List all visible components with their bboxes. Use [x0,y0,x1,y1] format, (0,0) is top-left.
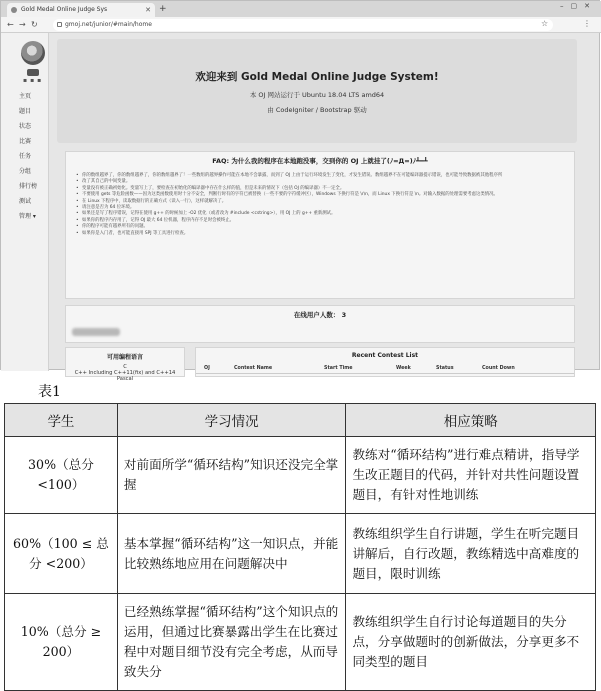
sidebar-item-status[interactable]: 状态 [19,123,32,130]
user-badge [27,69,39,76]
faq-item: • 改了其自己的中间变量。 [76,179,564,185]
sidebar [1,33,49,371]
language-item: C++ Including C++11(fix) and C++14 [74,370,176,376]
cell-situation: 基本掌握“循环结构”这一知识点，并能比较熟练地应用在问题解决中 [117,514,346,594]
sidebar-item-tasks[interactable]: 任务 [19,153,32,160]
contest-col-status: Status [436,366,454,371]
faq-item: • 如果你是入门者，也可能直接用 SPJ 等工具进行检查。 [76,231,564,237]
url-text: gmoj.net/junior/#main/home [65,21,152,28]
faq-item: • 变量没有被正确初始化。变量写上了，要检查在初始化的编译器中存在什么样的值，但是未来的情况下（包括 OJ 的编译器）不一定全。 [76,186,564,192]
sidebar-item-contests[interactable]: 比赛 [19,138,32,145]
welcome-jumbotron [57,39,577,143]
faq-title: FAQ: 为什么我的程序在本地跑没事，交到你的 OJ 上就挂了(ﾉ=Д=)ﾉ┻━┻ [212,157,428,165]
table-row [5,514,596,594]
faq-item: • 请注意是否为 64 位环境。 [76,205,564,211]
sidebar-mini-icons[interactable]: ▪▪▪ [23,77,45,84]
welcome-title: 欢迎来到 Gold Medal Online Judge System! [195,71,439,83]
header-situation: 学习情况 [117,404,346,437]
cell-student: 30%（总分<100） [5,437,118,514]
contest-col-countdown: Count Down [482,366,515,371]
recent-contests-title: Recent Contest List [351,352,419,359]
contest-col-start: Start Time [324,366,353,371]
cell-situation: 已经熟练掌握“循环结构”这个知识点的运用，但通过比赛暴露出学生在比赛过程中对题目细节没有完全考虑，从而导致失分 [117,594,346,691]
navigation-bar [1,17,601,33]
forward-icon[interactable]: → [19,20,26,29]
table-label: 表1 [38,384,61,400]
header-student: 学生 [5,404,118,437]
online-users-count: 在线用户人数： 3 [293,311,347,319]
header-strategy: 相应策略 [346,404,596,437]
sidebar-item-admin[interactable]: 管理 ▾ [19,213,36,220]
tab-bar [1,1,601,17]
contest-col-oj: OJ [204,366,210,371]
faq-item: • 你的程序可能有越界所有的问题。 [76,224,564,230]
sidebar-item-test[interactable]: 测试 [19,198,32,205]
faq-item: • 如果你的程序内存用了，记得 OJ 最大 64 位机器，程序内存不足时会被终止。 [76,218,564,224]
languages-title: 可用编程语言 [106,354,143,361]
os-info: 本 OJ 网站运行于 Ubuntu 18.04 LTS amd64 [249,91,385,99]
faq-list [76,173,564,237]
bookmark-star-icon[interactable]: ☆ [541,19,549,28]
browser-tab[interactable] [7,3,155,17]
avatar[interactable] [21,41,45,65]
faq-item: • 如果还是写了程序错误，记得在使用 g++ 的时候加上 -O2 优化（或者改为 #include <cstring>），用 OJ 上的 g++ 重新测试。 [76,211,564,217]
close-tab-icon[interactable]: ✕ [145,6,151,14]
languages-panel [65,347,185,382]
recent-contests-panel [195,347,575,377]
contest-col-week: Week [396,366,411,371]
table-header-row [5,404,596,437]
contest-table-header [196,364,574,374]
browser-menu-icon[interactable]: ⋮ [583,19,591,28]
online-users-panel [65,305,575,343]
language-item: Pascal [116,376,134,382]
window-controls[interactable]: –▢✕ [560,2,597,10]
tab-title: Gold Medal Online Judge Sys [21,6,108,13]
favicon-icon [11,7,17,13]
contest-col-name: Contest Name [234,366,273,371]
lock-icon [57,22,62,27]
table-row [5,594,596,691]
cell-strategy: 教练组织学生自行讨论每道题目的失分点，分享做题时的创新做法，分享更多不同类型的题目 [346,594,596,691]
faq-item: • 你的数组越界了，你的数组越界了，你的数组越界了！一些数组的越界操作可能在本地不会暴露，而到了 OJ 上由于运行环境发生了变化，才发生错误。数组越界不在可能编译器提示错误，也可能导致数据被其他程序所 [76,173,564,179]
cell-student: 10%（总分 ≥ 200） [5,594,118,691]
sidebar-item-problems[interactable]: 题目 [19,108,32,115]
sidebar-item-home[interactable]: 主页 [19,93,32,100]
cell-student: 60%（100 ≤ 总分 <200） [5,514,118,594]
reload-icon[interactable]: ↻ [31,20,38,29]
sidebar-item-ranklist[interactable]: 排行榜 [19,183,38,190]
cell-strategy: 教练组织学生自行讲题，学生在听完题目讲解后，自行改题，教练精选中高难度的题目，限时训练 [346,514,596,594]
blurred-usernames [72,328,120,336]
faq-panel [65,151,575,299]
framework-info: 由 CodeIgniter / Bootstrap 驱动 [267,106,367,114]
faq-item: • 不要使用 gets 等危险函数——因为这类函数使用时十分不安全，判断行时有的字符已被替换（一些不要的字符缓冲区），Windows 下换行符是 \r\n，而 Linux 下换行符是 \n。对输入数据的处理需要考虑这类情况。 [76,192,564,198]
new-tab-icon[interactable]: + [159,4,167,14]
strategy-table [4,403,596,691]
back-icon[interactable]: ← [7,20,14,29]
sidebar-nav [19,89,37,224]
cell-strategy: 教练对“循环结构”进行难点精讲，指导学生改正题目的代码，并针对共性问题设置题目，有针对性地训练 [346,437,596,514]
table-row [5,437,596,514]
address-bar[interactable] [53,19,553,31]
language-item: C [123,364,127,370]
sidebar-item-groups[interactable]: 分组 [19,168,32,175]
faq-item: • 在 Linux 下程序中，读取数据行的正确方式（读入一行），这样就解决了。 [76,199,564,205]
cell-situation: 对前面所学“循环结构”知识还没完全掌握 [117,437,346,514]
